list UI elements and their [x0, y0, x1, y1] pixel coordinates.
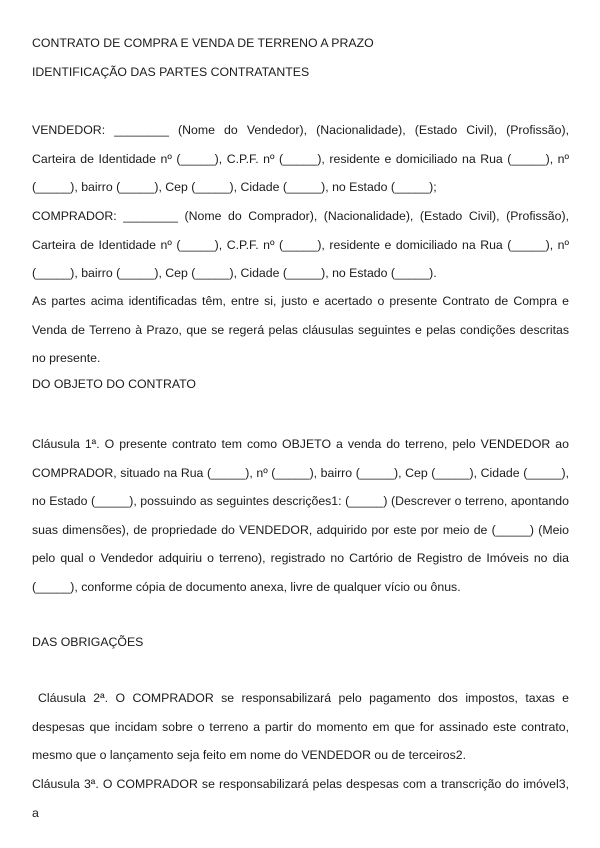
section-heading-objeto: DO OBJETO DO CONTRATO [32, 377, 196, 391]
paragraph-partes: As partes acima identificadas têm, entre si, justo e acertado o presente Contrato de Compra e Venda de Terreno à Prazo, que se regerá pelas cláusulas seguintes e pelas condições descritas no presente. [32, 294, 569, 366]
paragraph-clausula-3: Cláusula 3ª. O COMPRADOR se responsabilizará pelas despesas com a transcrição do imóvel3, a [32, 777, 569, 820]
section-heading-identificacao: IDENTIFICAÇÃO DAS PARTES CONTRATANTES [32, 65, 310, 79]
paragraph-comprador: COMPRADOR: ________ (Nome do Comprador), (Nacionalidade), (Estado Civil), (Profissão), Carteira de Identidade nº (_____), C.P.F. nº (_____), residente e domiciliado na Rua (_____), nº (_____), bairro (_____), Cep (_____), Cidade (_____), no Estado (_____). [32, 209, 569, 281]
document-title: CONTRATO DE COMPRA E VENDA DE TERRENO A PRAZO [32, 36, 374, 50]
paragraph-clausula-1: Cláusula 1ª. O presente contrato tem como OBJETO a venda do terreno, pelo VENDEDOR ao COMPRADOR, situado na Rua (_____), nº (_____), bairro (_____), Cep (_____), Cidade (_____), no Estado (_____), possuindo as seguintes descrições1: (_____) (Descrever o terreno, apontando suas dimensões), de propriedade do VENDEDOR, adquirido por este por meio de (_____) (Meio pelo qual o Vendedor adquiriu o terreno), registrado no Cartório de Registro de Imóveis no dia (_____), conforme cópia de documento anexa, livre de qualquer vício ou ônus. [32, 437, 569, 594]
section-heading-obrigacoes: DAS OBRIGAÇÕES [32, 635, 144, 649]
paragraph-vendedor: VENDEDOR: ________ (Nome do Vendedor), (Nacionalidade), (Estado Civil), (Profissão), Carteira de Identidade nº (_____), C.P.F. nº (_____), residente e domiciliado na Rua (_____), nº (_____), bairro (_____), Cep (_____), Cidade (_____), no Estado (_____); [32, 123, 569, 195]
paragraph-clausula-2: Cláusula 2ª. O COMPRADOR se responsabilizará pelo pagamento dos impostos, taxas e despesas que incidam sobre o terreno a partir do momento em que for assinado este contrato, mesmo que o lançamento seja feito em nome do VENDEDOR ou de terceiros2. [32, 691, 569, 763]
